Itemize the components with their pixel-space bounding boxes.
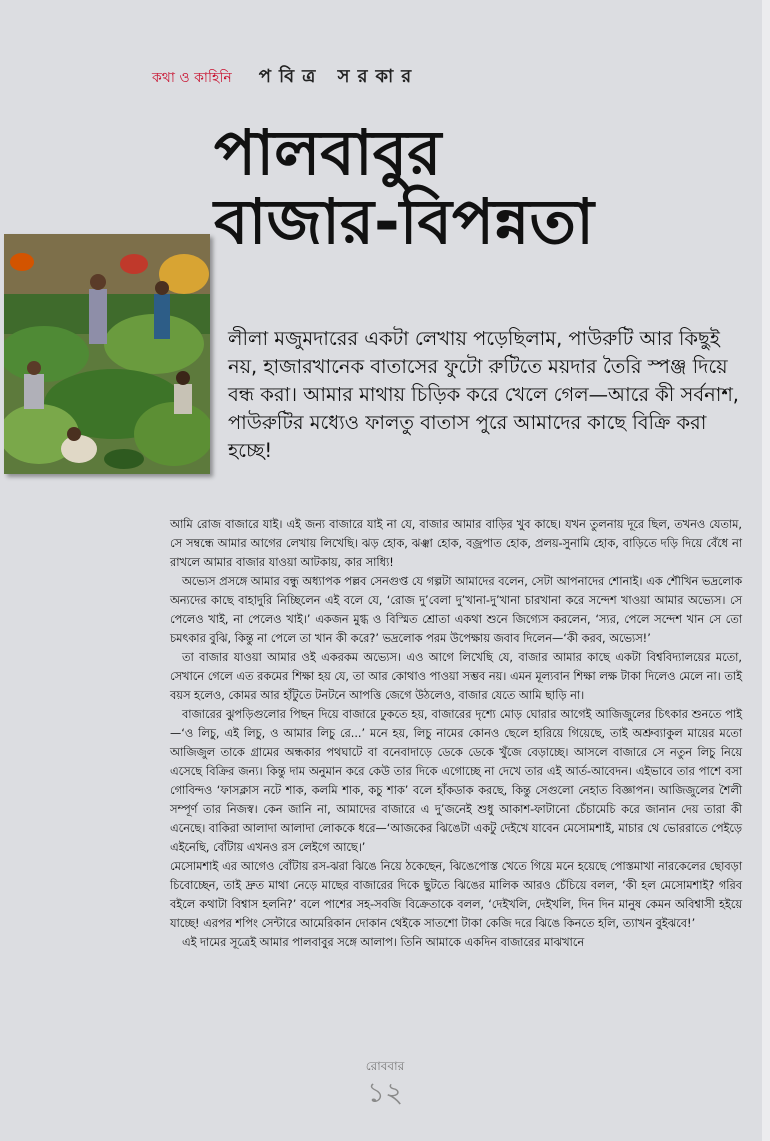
body-paragraph-5: মেসোমশাই এর আগেও বোঁটায় রস-ঝরা ঝিঙে নিয়ে ঠকেছেন, ঝিঙেপোস্ত খেতে গিয়ে মনে হয়েছে পোস্তমাখা নারকেলের ছোবড়া চিবোচ্ছেন, তাই দ্রুত মাথা নেড়ে মাছের বাজারের দিকে ছুটতে ঝিঙের মালিক আরও চেঁচিয়ে বলল, ‘কী হল মেসোমশাই? গরিব বইলে কথাটা বিশ্বাস হলনি?’ বলে পাশের সহ-সবজি বিক্রেতাকে বলল, ‘দেইখলি, দেইখলি, দিন দিন মানুষ কেমন অবিশ্বাসী হইয়ে যাচ্ছে! এরপর শপিং সেন্টারে আমেরিকান দোকান থেইকে সাতশো টাকা কেজি দরে ঝিঙে কিনতে হলি, ত্যাখন বুইঝবে!’ — [170, 860, 742, 930]
title-line-2: বাজার-বিপন্নতা — [214, 185, 594, 259]
magazine-name: রোববার — [365, 1059, 405, 1073]
market-photo-illustration — [4, 234, 210, 474]
page-edge — [762, 0, 770, 1141]
body-paragraph-3: তা বাজার যাওয়া আমার ওই একরকম অভ্যেস। এও আগে লিখেছি যে, বাজার আমার কাছে একটা বিশ্ববিদ্যালয়ের মতো, সেখানে গেলে এত রকমের শিক্ষা হয় যে, তা আর কোথাও পাওয়া সম্ভব নয়। এমন মূল্যবান শিক্ষা লক্ষ টাকা দিলেও মেলে না। তাই বয়স হলেও, কোমর আর হাঁটুতে টনটনে আপত্তি জেগে উঠলেও, বাজার যেতে আমি ছাড়ি না। — [170, 651, 742, 702]
body-paragraph-1: আমি রোজ বাজারে যাই। এই জন্য বাজারে যাই না যে, বাজার আমার বাড়ির খুব কাছে। যখন তুলনায় দূরে ছিল, তখনও যেতাম, সে সম্বন্ধে আমার আগের লেখায় লিখেছি। ঝড় হোক, ঝঞ্ঝা হোক, বজ্রপাত হোক, প্রলয়-সুনামি হোক, বাড়িতে দড়ি দিয়ে বেঁধে না রাখলে আমার বাজার যাওয়া আটকায়, কার সাধ্যি! — [170, 518, 742, 569]
kicker — [152, 62, 419, 93]
article-title — [214, 118, 754, 257]
lead-paragraph: লীলা মজুমদারের একটা লেখায় পড়েছিলাম, পাউরুটি আর কিছুই নয়, হাজারখানেক বাতাসের ফুটো রুটিতে ময়দার তৈরি স্পঞ্জ দিয়ে বন্ধ করা। আমার মাথায় চিড়িক করে খেলে গেল—আরে কী সর্বনাশ, পাউরুটির মধ্যেও ফালতু বাতাস পুরে আমাদের কাছে বিক্রি করা হচ্ছে! — [228, 327, 739, 462]
body-paragraph-6: এই দামের সূত্রেই আমার পালবাবুর সঙ্গে আলাপ। তিনি আমাকে একদিন বাজারের মাঝখানে — [182, 936, 585, 949]
article-body — [170, 515, 742, 952]
section-label: কথা ও কাহিনি — [152, 70, 232, 86]
page-footer — [0, 1058, 770, 1108]
page-number: ১২ — [366, 1076, 404, 1109]
title-line-1: পালবাবুর — [214, 116, 442, 189]
author-name: পবিত্র সরকার — [258, 66, 420, 87]
body-paragraph-4: বাজারের ঝুপড়িগুলোর পিছন দিয়ে বাজারে ঢুকতে হয়, বাজারের দৃশ্যে মোড় ঘোরার আগেই আজিজুলের চিৎকার শুনতে পাই—‘ও লিচু, এই লিচু, ও আমার লিচু রে...’ মনে হয়, লিচু নামের কোনও ছেলে হারিয়ে গিয়েছে, তাই অশ্রুব্যাকুল মায়ের মতো আজিজুল তাকে গ্রামের অন্ধকার পথঘাটে বা বনেবাদাড়ে ডেকে ডেকে খুঁজে বেড়াচ্ছে। আসলে বাজারে সে নতুন লিচু নিয়ে এসেছে বিক্রির জন্য। কিন্তু দাম অনুমান করে কেউ তার দিকে এগোচ্ছে না দেখে তার এই আর্ত-আবেদন। এইভাবে তার পাশে বসা গোবিন্দও ‘ফাসক্লাস নটে শাক, কলমি শাক, কচু শাক’ বলে হাঁকডাক করছে, কিন্তু সেগুলো নেহাত বিজ্ঞাপন। আজিজুলের শৈলী সম্পূর্ণ তার নিজস্ব। কেন জানি না, আমাদের বাজারে এ দু’জনেই শুধু আকাশ-ফাটানো চেঁচামেচি করে জানান দেয় তারা কী এনেছে। বাকিরা আলাদা আলাদা লোককে ধরে—‘আজকের ঝিঙেটা একটু দেইখে যাবেন মেসোমশাই, মাচার থে ভোররাতে পেইড়ে এইনেছি, বোঁটায় এখনও রস লেইগে আছে।’ — [170, 708, 742, 854]
body-paragraph-2: অভ্যেস প্রসঙ্গে আমার বন্ধু অধ্যাপক পল্লব সেনগুপ্ত যে গল্পটা আমাদের বলেন, সেটা আপনাদের শোনাই। এক শৌখিন ভদ্রলোক অন্যদের কাছে বাহাদুরি নিচ্ছিলেন এই বলে যে, ‘রোজ দু’বেলা দু’খানা-দু’খানা চারখানা করে সন্দেশ খাওয়া আমার অভ্যেস। সে পেলেও খাই, না পেলেও খাই।’ একজন মুগ্ধ ও বিস্মিত শ্রোতা একথা শুনে জিগ্যেস করলেন, ‘স্যর, পেলে সন্দেশ খান সে তো চমৎকার বুঝি, কিন্তু না পেলে তা খান কী করে?’ ভদ্রলোক পরম উপেক্ষায় জবাব দিলেন—‘কী করব, অভ্যেস!’ — [170, 575, 742, 645]
market-photo — [4, 234, 210, 474]
